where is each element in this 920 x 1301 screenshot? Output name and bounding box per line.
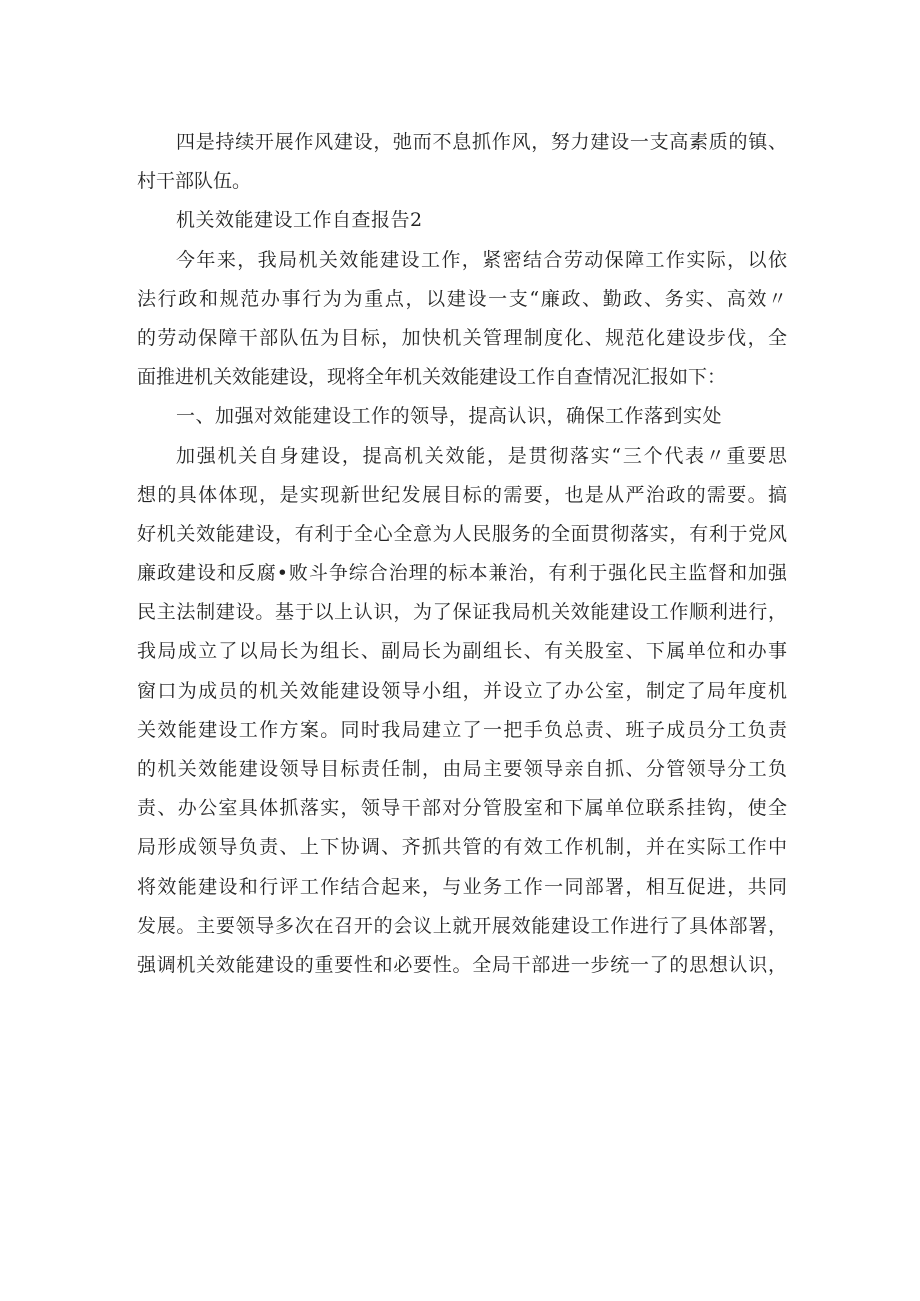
paragraph-line: 的机关效能建设领导目标责任制，由局主要领导亲自抓、分管领导分工负 — [137, 758, 787, 780]
paragraph-line: 好机关效能建设，有利于全心全意为人民服务的全面贯彻落实，有利于党风 — [137, 522, 787, 545]
paragraph-line: 关效能建设工作方案。同时我局建立了一把手负总责、班子成员分工负责 — [137, 718, 787, 741]
paragraph-line: 面推进机关效能建设，现将全年机关效能建设工作自查情况汇报如下： — [137, 366, 727, 389]
paragraph-line: 局形成领导负责、上下协调、齐抓共管的有效工作机制，并在实际工作中 — [137, 836, 787, 859]
paragraph-line: 民主法制建设。基于以上认识，为了保证我局机关效能建设工作顺利进行， — [137, 601, 787, 624]
paragraph-line: 强调机关效能建设的重要性和必要性。全局干部进一步统一了的思想认识， — [137, 953, 787, 976]
section-heading: 一、加强对效能建设工作的领导，提高认识，确保工作落到实处 — [176, 405, 723, 428]
document-body — [137, 123, 787, 985]
paragraph-line: 四是持续开展作风建设，弛而不息抓作风，努力建设一支高素质的镇、 — [176, 131, 787, 153]
section-title: 机关效能建设工作自查报告2 — [176, 209, 423, 232]
paragraph-line: 加强机关自身建设，提高机关效能，是贯彻落实“三个代表〃重要思 — [176, 444, 787, 467]
paragraph-line: 将效能建设和行评工作结合起来，与业务工作一同部署，相互促进，共同 — [137, 875, 787, 898]
paragraph-line: 村干部队伍。 — [137, 170, 252, 193]
paragraph-line: 发展。主要领导多次在召开的会议上就开展效能建设工作进行了具体部署， — [137, 914, 787, 937]
paragraph-line: 我局成立了以局长为组长、副局长为副组长、有关股室、下属单位和办事 — [137, 640, 787, 663]
paragraph-line: 法行政和规范办事行为为重点，以建设一支“廉政、勤政、务实、高效〃 — [137, 287, 787, 310]
paragraph-line: 窗口为成员的机关效能建设领导小组，并设立了办公室，制定了局年度机 — [137, 679, 787, 702]
paragraph-line: 的劳动保障干部队伍为目标，加快机关管理制度化、规范化建设步伐，全 — [137, 326, 787, 349]
paragraph-line: 责、办公室具体抓落实，领导干部对分管股室和下属单位联系挂钩，使全 — [137, 797, 787, 820]
paragraph-line: 想的具体体现，是实现新世纪发展目标的需要，也是从严治政的需要。搞 — [137, 483, 787, 506]
paragraph-line: 廉政建设和反腐•败斗争综合治理的标本兼治，有利于强化民主监督和加强 — [137, 562, 787, 585]
paragraph-line: 今年来，我局机关效能建设工作，紧密结合劳动保障工作实际，以依 — [176, 248, 787, 271]
